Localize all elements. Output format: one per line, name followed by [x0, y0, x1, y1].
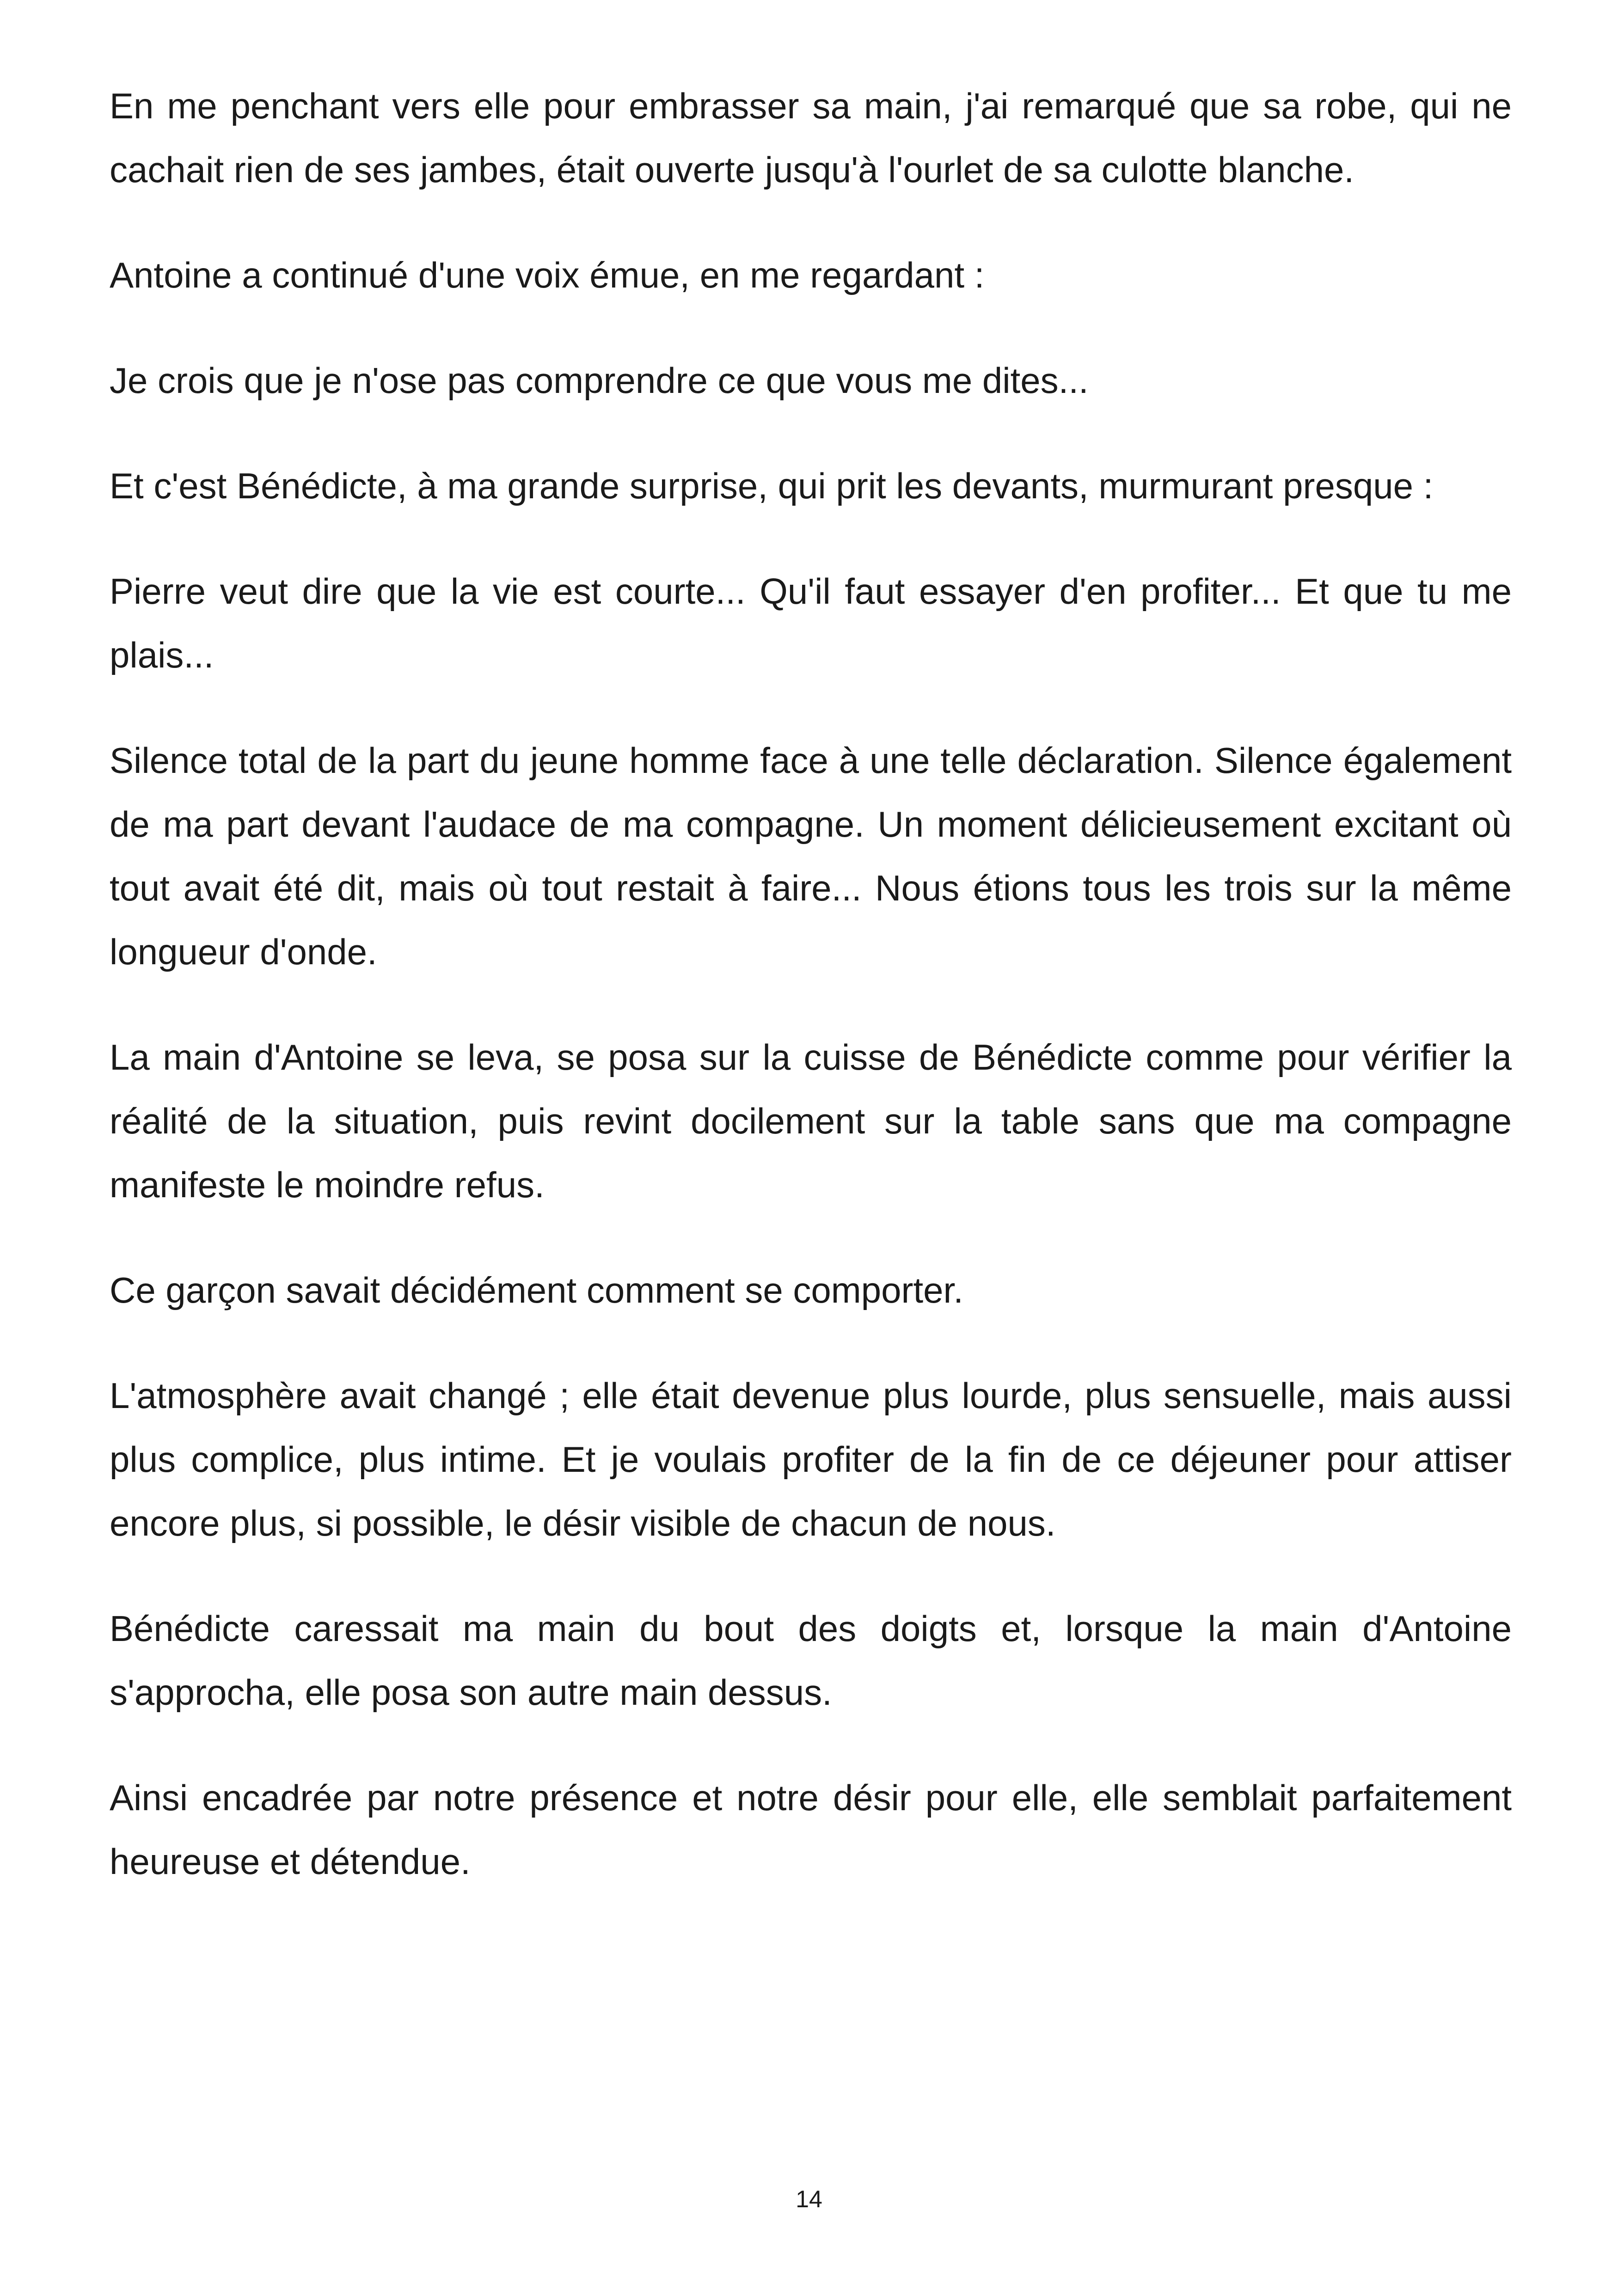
paragraph: Ce garçon savait décidément comment se comporter. — [110, 1270, 963, 1310]
paragraph: Ainsi encadrée par notre présence et notre désir pour elle, elle semblait parfaitement heureuse et détendue. — [110, 1777, 1512, 1882]
paragraph: Et c'est Bénédicte, à ma grande surprise, qui prit les devants, murmurant presque : — [110, 465, 1434, 506]
paragraph: Pierre veut dire que la vie est courte... Qu'il faut essayer d'en profiter... Et que tu me plais... — [110, 571, 1512, 675]
paragraph: Silence total de la part du jeune homme face à une telle déclaration. Silence également de ma part devant l'audace de ma compagne. Un moment délicieusement excitant où tout avait été dit, mais où tout restait à faire... Nous étions tous les trois sur la même longueur d'onde. — [110, 740, 1512, 972]
page-number: 14 — [796, 2186, 822, 2213]
paragraph: Je crois que je n'ose pas comprendre ce que vous me dites... — [110, 360, 1089, 401]
paragraph: Bénédicte caressait ma main du bout des doigts et, lorsque la main d'Antoine s'approcha, elle posa son autre main dessus. — [110, 1608, 1512, 1713]
paragraph: L'atmosphère avait changé ; elle était devenue plus lourde, plus sensuelle, mais aussi plus complice, plus intime. Et je voulais profiter de la fin de ce déjeuner pour attiser encore plus, si possible, le désir visible de chacun de nous. — [110, 1375, 1512, 1543]
paragraph: Antoine a continué d'une voix émue, en me regardant : — [110, 255, 985, 295]
paragraph: La main d'Antoine se leva, se posa sur la cuisse de Bénédicte comme pour vérifier la réalité de la situation, puis revint docilement sur la table sans que ma compagne manifeste le moindre refus. — [110, 1037, 1512, 1205]
body-text — [110, 74, 1512, 1935]
paragraph: En me penchant vers elle pour embrasser sa main, j'ai remarqué que sa robe, qui ne cachait rien de ses jambes, était ouverte jusqu'à l'ourlet de sa culotte blanche. — [110, 86, 1512, 190]
